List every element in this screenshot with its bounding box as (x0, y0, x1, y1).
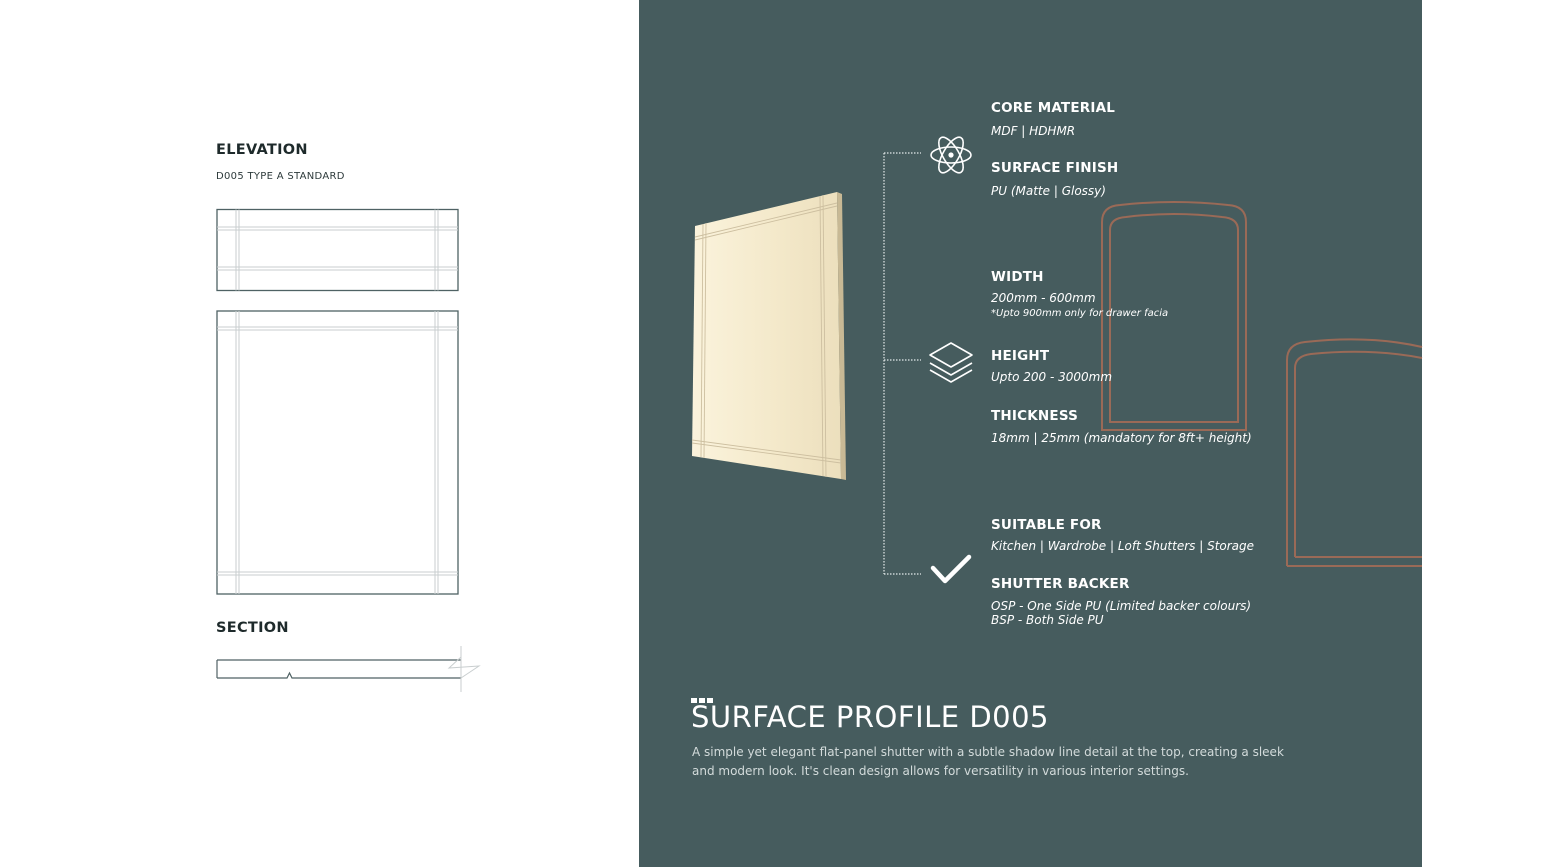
shutter-backer-value-bsp: BSP - Both Side PU (991, 613, 1104, 627)
surface-finish-label: SURFACE FINISH (991, 160, 1119, 176)
shutter-backer-label: SHUTTER BACKER (991, 576, 1130, 592)
product-description: A simple yet elegant flat-panel shutter with a subtle shadow line detail at the top, creating a sleek and modern look. It's clean design allows for versatility in various interior settings. (692, 745, 1284, 778)
product-title: SURFACE PROFILE D005 (691, 700, 1049, 734)
height-label: HEIGHT (991, 348, 1050, 364)
section-title: SECTION (216, 620, 289, 636)
shutter-backer-value-osp: OSP - One Side PU (Limited backer colours) (991, 599, 1252, 613)
thickness-label: THICKNESS (991, 408, 1079, 424)
right-margin (1422, 0, 1543, 867)
width-value: 200mm - 600mm (991, 291, 1096, 305)
suitable-for-value: Kitchen | Wardrobe | Loft Shutters | Storage (991, 539, 1255, 553)
surface-finish-value: PU (Matte | Glossy) (991, 184, 1106, 198)
core-material-value: MDF | HDHMR (991, 124, 1076, 138)
height-value: Upto 200 - 3000mm (991, 370, 1113, 384)
suitable-for-label: SUITABLE FOR (991, 517, 1102, 533)
width-note: *Upto 900mm only for drawer facia (991, 308, 1169, 319)
elevation-title: ELEVATION (216, 142, 308, 158)
section-drawing (0, 0, 639, 867)
thickness-value: 18mm | 25mm (mandatory for 8ft+ height) (991, 431, 1252, 445)
core-material-label: CORE MATERIAL (991, 100, 1116, 116)
elevation-subtitle: D005 TYPE A STANDARD (216, 171, 345, 182)
width-label: WIDTH (991, 269, 1044, 285)
